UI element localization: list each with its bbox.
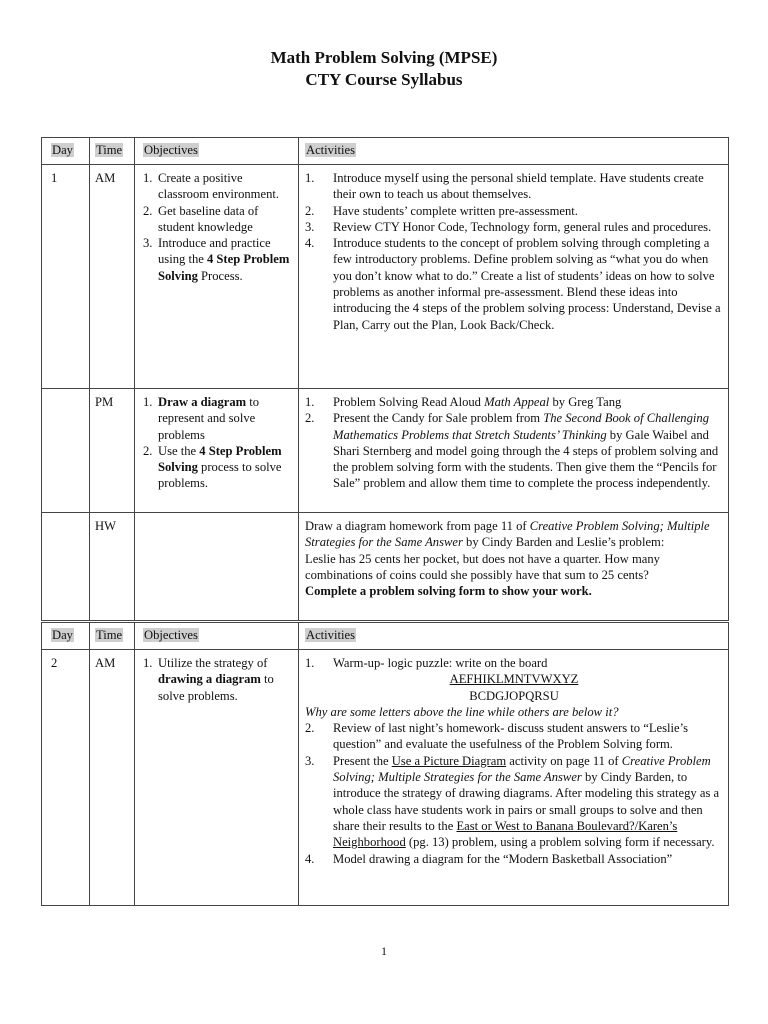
- header-row: [42, 138, 729, 165]
- day-cell: [42, 389, 90, 513]
- homework-instruction: Complete a problem solving form to show your work.: [305, 584, 592, 599]
- header-objectives: Objectives: [144, 628, 198, 642]
- table-row: [42, 389, 729, 513]
- objective-item: 1. Create a positive classroom environment.: [143, 171, 280, 202]
- puzzle-letters-above: AEFHIKLMNTVWXYZ: [449, 672, 579, 687]
- table-row: [42, 165, 729, 389]
- activities-cell: [299, 389, 729, 513]
- homework-problem: Leslie has 25 cents her pocket, but does not have a quarter. How many combinations of coins could she possibly have that sum to 25 cents?: [305, 551, 660, 582]
- time-cell: AM: [90, 650, 135, 906]
- day-cell: 2: [42, 650, 90, 906]
- header-time: Time: [96, 628, 123, 642]
- header-time: Time: [96, 143, 123, 157]
- header-activities: Activities: [306, 143, 355, 157]
- document-title: [0, 47, 768, 91]
- table-row: [42, 513, 729, 622]
- objectives-cell: [135, 165, 299, 389]
- objectives-cell: [135, 513, 299, 622]
- title-line-2: CTY Course Syllabus: [305, 70, 463, 89]
- time-cell: AM: [90, 165, 135, 389]
- activity-item: 2. Review of last night’s homework- discuss student answers to “Leslie’s question” and evaluate the usefulness of the Problem Solving form.: [305, 721, 689, 752]
- title-line-1: Math Problem Solving (MPSE): [270, 48, 498, 67]
- day-cell: [42, 513, 90, 622]
- objective-item: 3. Introduce and practice using the 4 Step Problem Solving Process.: [143, 236, 290, 283]
- puzzle-question: Why are some letters above the line while others are below it?: [305, 704, 619, 719]
- objective-item: 2. Use the 4 Step Problem Solving process to solve problems.: [143, 443, 282, 491]
- header-objectives: Objectives: [144, 143, 198, 157]
- activity-item: 1. Introduce myself using the personal shield template. Have students create their own to teach us about themselves.: [305, 171, 704, 202]
- activity-item: 2. Present the Candy for Sale problem from The Second Book of Challenging Mathematics Problems that Stretch Students’ Thinking by Gale Waibel and Shari Sternberg and model going through the 4 steps of problem solving and the problem solving form with the students. Then give them the “Pencils for Sale” problem and allow them time to complete the process independently.: [305, 411, 719, 491]
- header-day: Day: [52, 628, 73, 642]
- objective-item: 1. Utilize the strategy of drawing a diagram to solve problems.: [143, 656, 274, 703]
- activities-cell: [299, 513, 729, 622]
- activity-item: 2. Have students’ complete written pre-assessment.: [305, 203, 578, 218]
- page-number: 1: [381, 944, 387, 958]
- activity-item: 3. Present the Use a Picture Diagram activity on page 11 of Creative Problem Solving; Multiple Strategies for the Same Answer by Cindy Barden, to introduce the strategy of drawing diagrams. After modeling this strategy as a whole class have students work in pairs or small groups to solve and then share their results to the East or West to Banana Boulevard?/Karen’s Neighborhood (pg. 13) problem, using a problem solving form if necessary.: [305, 753, 720, 850]
- header-day: Day: [52, 143, 73, 157]
- activity-item: 4. Model drawing a diagram for the “Modern Basketball Association”: [305, 851, 673, 866]
- objective-item: 1. Draw a diagram to represent and solve problems: [143, 395, 260, 442]
- table-row: [42, 650, 729, 906]
- header-activities: Activities: [306, 628, 355, 642]
- header-row: [42, 622, 729, 650]
- time-cell: PM: [90, 389, 135, 513]
- homework-text: Draw a diagram homework from page 11 of Creative Problem Solving; Multiple Strategies for the Same Answer by Cindy Barden and Leslie’s problem:: [305, 519, 710, 550]
- time-cell: HW: [90, 513, 135, 622]
- objective-item: 2. Get baseline data of student knowledge: [143, 203, 259, 234]
- day-cell: 1: [42, 165, 90, 389]
- activity-item: 3. Review CTY Honor Code, Technology form, general rules and procedures.: [305, 219, 712, 234]
- objectives-cell: [135, 389, 299, 513]
- objectives-cell: [135, 650, 299, 906]
- activity-item: 4. Introduce students to the concept of problem solving through completing a few introductory problems. Define problem solving as “what you do when you don’t know what to do.” Create a list of students’ ideas on how to solve problems as another informal pre-assessment. Blend these ideas into introducing the 4 steps of the problem solving process: Understand, Devise a Plan, Carry out the Plan, Look Back/Check.: [305, 236, 721, 332]
- activities-cell: [299, 165, 729, 389]
- syllabus-table: [41, 137, 729, 906]
- activity-item: 1. Warm-up- logic puzzle: write on the board: [305, 656, 548, 670]
- activity-item: 1. Problem Solving Read Aloud Math Appeal by Greg Tang: [305, 395, 622, 409]
- activities-cell: [299, 650, 729, 906]
- puzzle-letters-below: BCDGJOPQRSU: [469, 688, 559, 703]
